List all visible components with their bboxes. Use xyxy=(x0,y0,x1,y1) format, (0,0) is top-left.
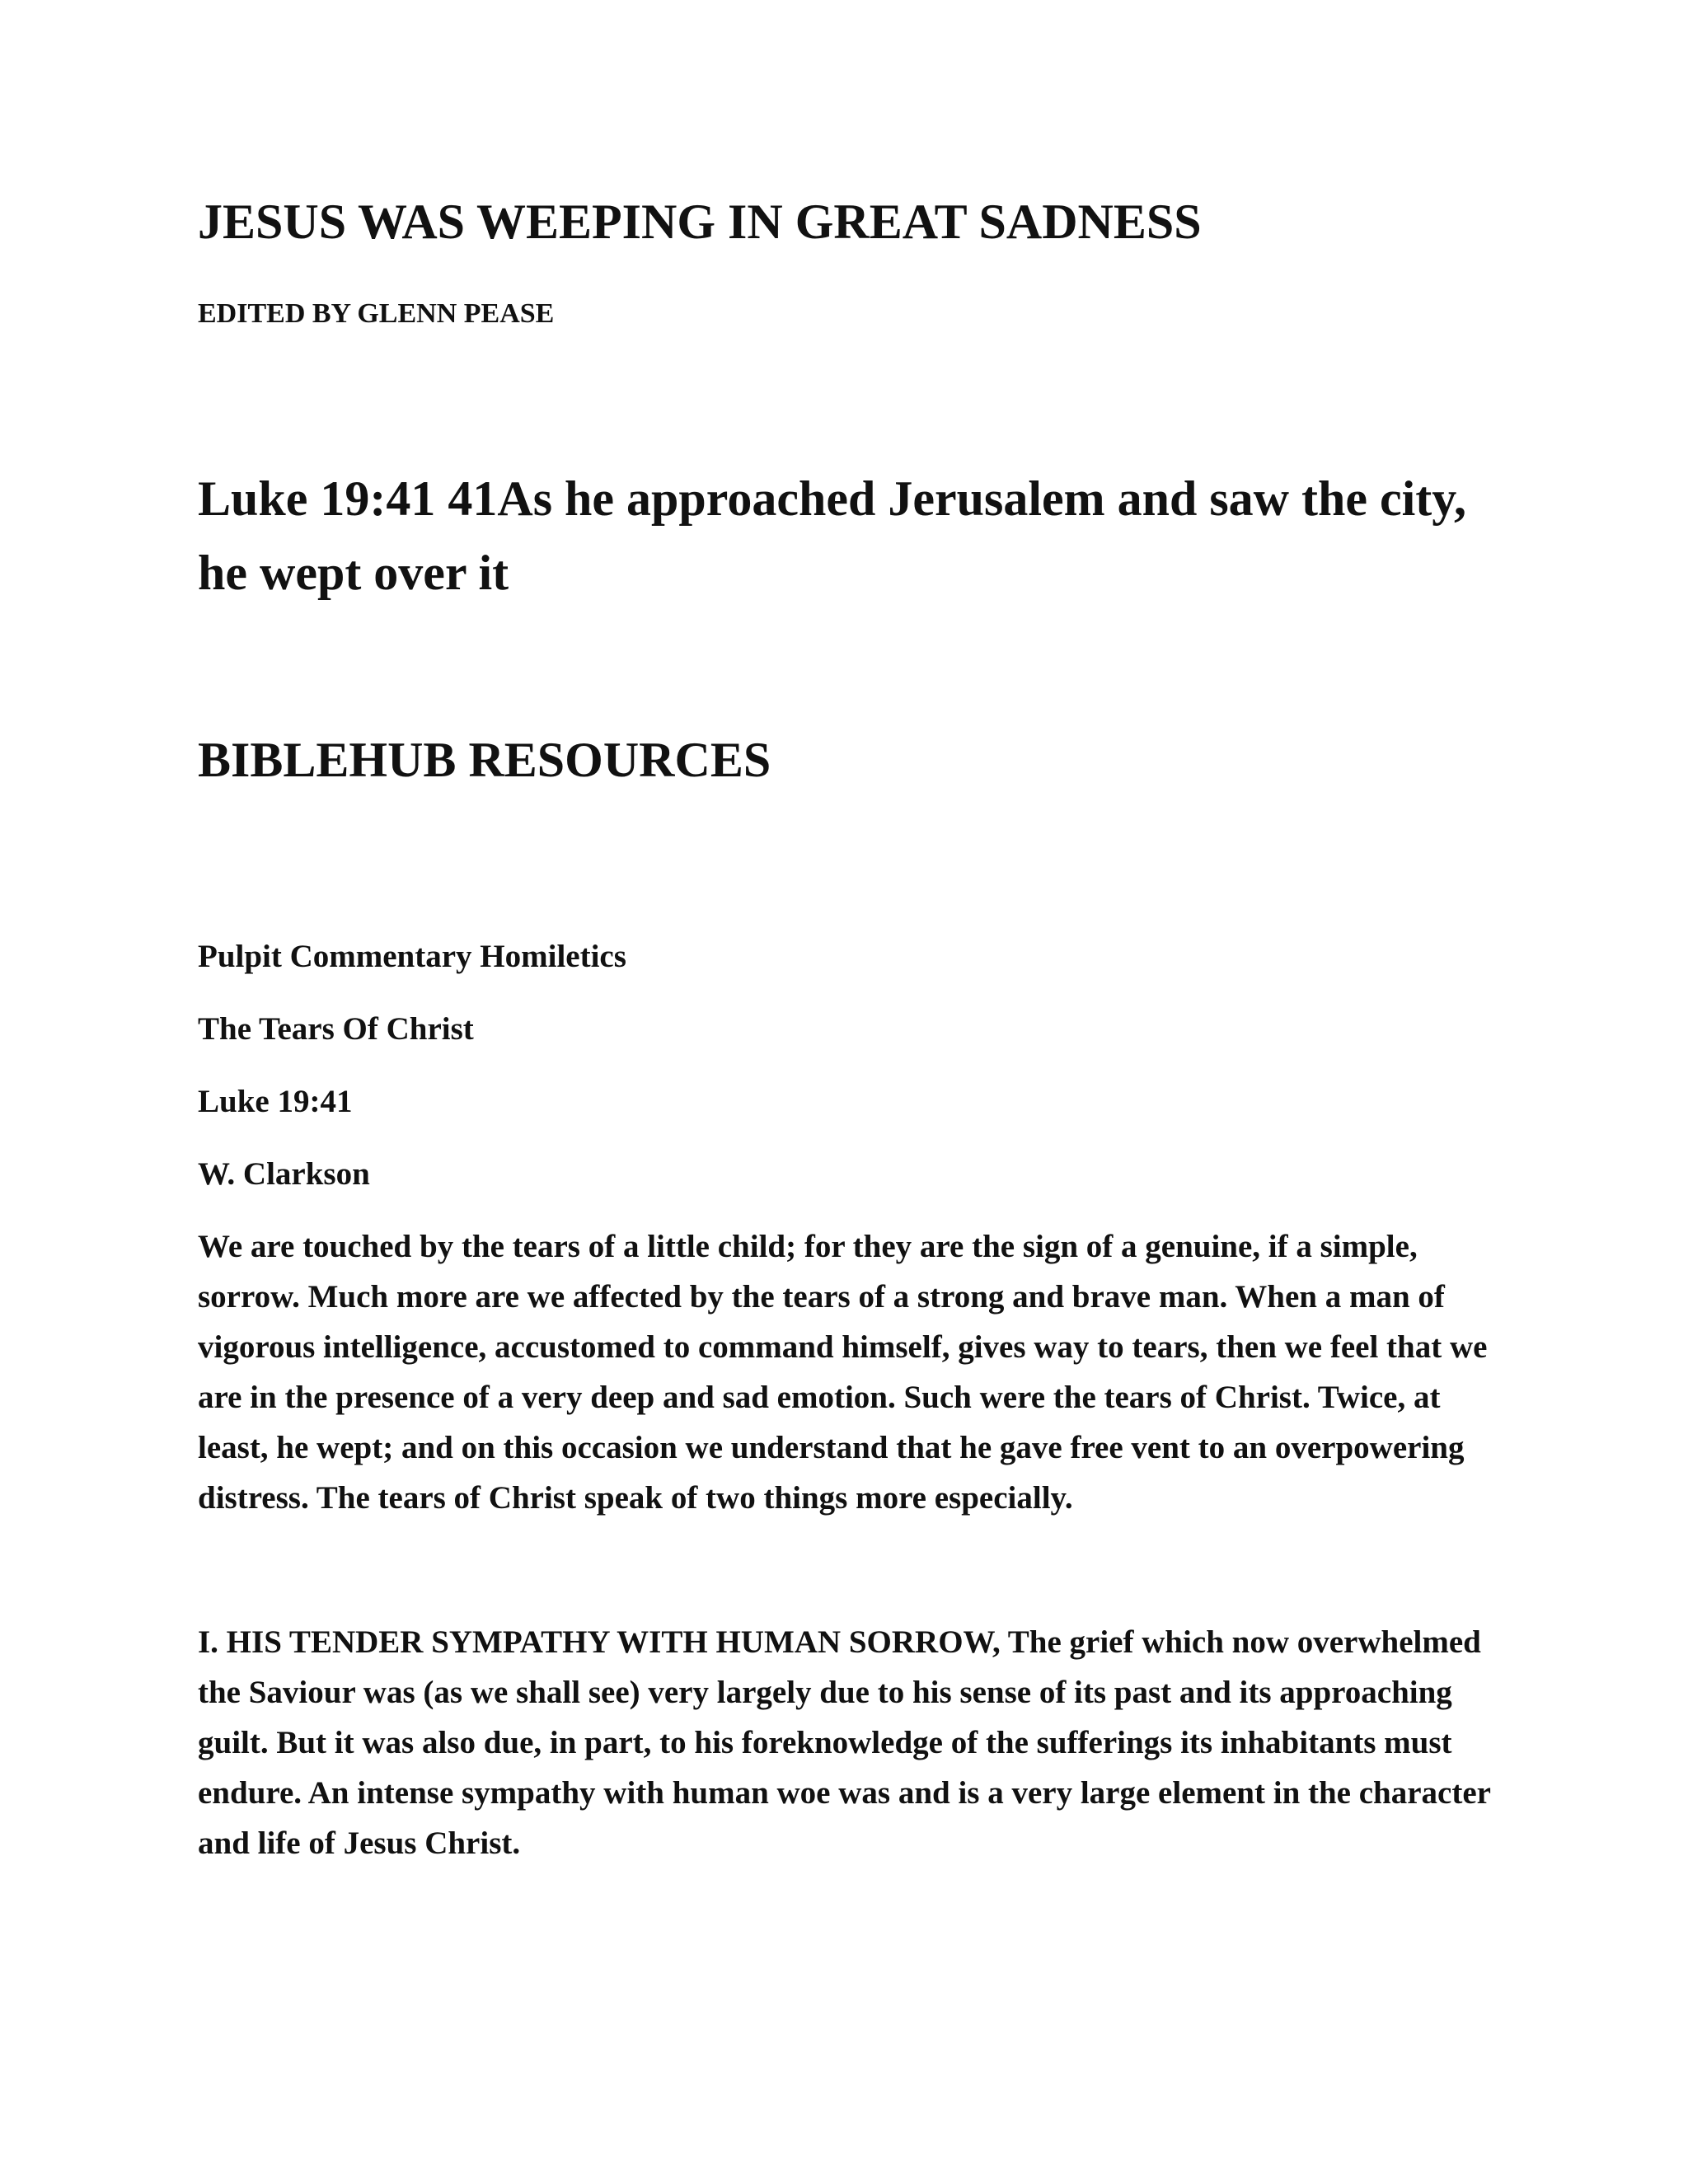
body-paragraph: We are touched by the tears of a little child; for they are the sign of a genuine, if a simple, sorrow. Much more are we affected by the tears of a strong and brave man. When a man of vigorous intelligence, accustomed to command himself, gives way to tears, then we feel that we are in the presence of a very deep and sad emotion. Such were the tears of Christ. Twice, at least, he wept; and on this occasion we understand that he gave free vent to an overpowering distress. The tears of Christ speak of two things more especially. xyxy=(198,1229,1488,1516)
document-title: JESUS WAS WEEPING IN GREAT SADNESS xyxy=(198,194,1202,249)
author-name: W. Clarkson xyxy=(198,1156,370,1192)
editor-credit: EDITED BY GLENN PEASE xyxy=(198,298,555,329)
scripture-verse: Luke 19:41 41As he approached Jerusalem and saw the city, he wept over it xyxy=(198,471,1466,600)
commentary-source: Pulpit Commentary Homiletics xyxy=(198,939,626,974)
scripture-reference: Luke 19:41 xyxy=(198,1084,353,1119)
sermon-title: The Tears Of Christ xyxy=(198,1011,474,1047)
body-paragraph: I. HIS TENDER SYMPATHY WITH HUMAN SORROW, The grief which now overwhelmed the Saviour was (as we shall see) very largely due to his sense of its past and its approaching guilt. But it was also due, in part, to his foreknowledge of the sufferings its inhabitants must endure. An intense sympathy with human woe was and is a very large element in the character and life of Jesus Christ. xyxy=(198,1624,1491,1861)
section-heading: BIBLEHUB RESOURCES xyxy=(198,733,771,787)
